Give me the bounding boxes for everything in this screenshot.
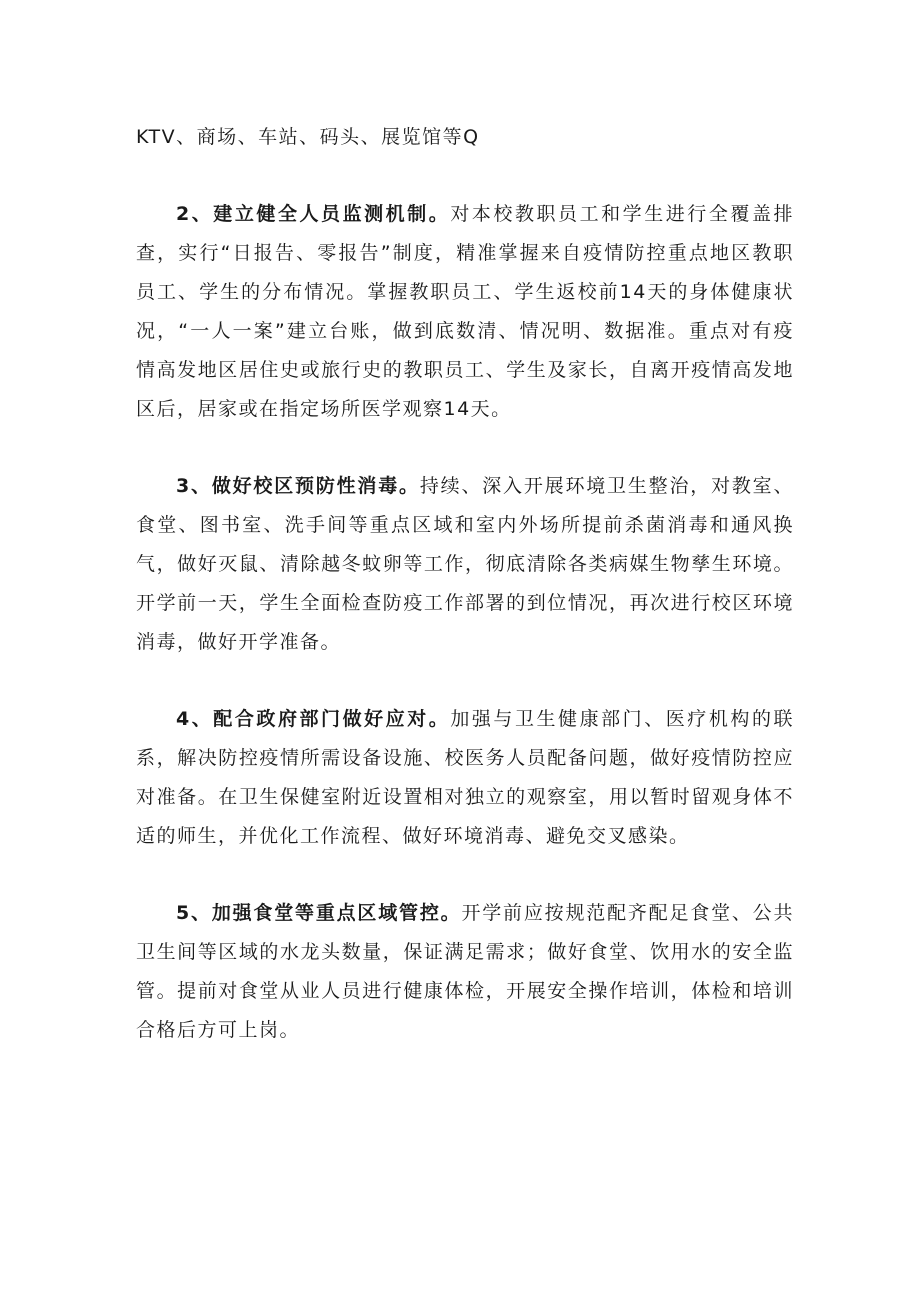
intro-line: KTV、商场、车站、码头、展览馆等Q	[136, 126, 480, 148]
section-5-heading: 5、加强食堂等重点区域管控。	[176, 902, 462, 924]
section-4-body: 加强与卫生健康部门、医疗机构的联系，解决防控疫情所需设备设施、校医务人员配备问题，做好疫情防控应对准备。在卫生保健室附近设置相对独立的观察室，用以暂时留观身体不适的师生，并优化工作流程、做好环境消毒、避免交叉感染。	[136, 708, 794, 847]
section-2-heading: 2、建立健全人员监测机制。	[176, 203, 451, 225]
section-5	[136, 894, 794, 1050]
section-4-heading: 4、配合政府部门做好应对。	[176, 708, 451, 730]
section-3-heading: 3、做好校区预防性消毒。	[176, 475, 420, 497]
section-4	[136, 700, 794, 856]
section-2-body: 对本校教职员工和学生进行全覆盖排查，实行“日报告、零报告”制度，精准掌握来自疫情防控重点地区教职员工、学生的分布情况。掌握教职员工、学生返校前14天的身体健康状况，“一人一案”建立台账，做到底数清、情况明、数据准。重点对有疫情高发地区居住史或旅行史的教职员工、学生及家长，自离开疫情高发地区后，居家或在指定场所医学观察14天。	[136, 203, 794, 420]
section-5-body: 开学前应按规范配齐配足食堂、公共卫生间等区域的水龙头数量，保证满足需求；做好食堂、饮用水的安全监管。提前对食堂从业人员进行健康体检，开展安全操作培训，体检和培训合格后方可上岗。	[136, 902, 794, 1041]
section-3-body: 持续、深入开展环境卫生整治，对教室、食堂、图书室、洗手间等重点区域和室内外场所提前杀菌消毒和通风换气，做好灭鼠、清除越冬蚊卵等工作，彻底清除各类病媒生物孳生环境。开学前一天，学生全面检查防疫工作部署的到位情况，再次进行校区环境消毒，做好开学准备。	[136, 475, 794, 653]
section-2	[136, 195, 794, 429]
section-3	[136, 467, 794, 662]
